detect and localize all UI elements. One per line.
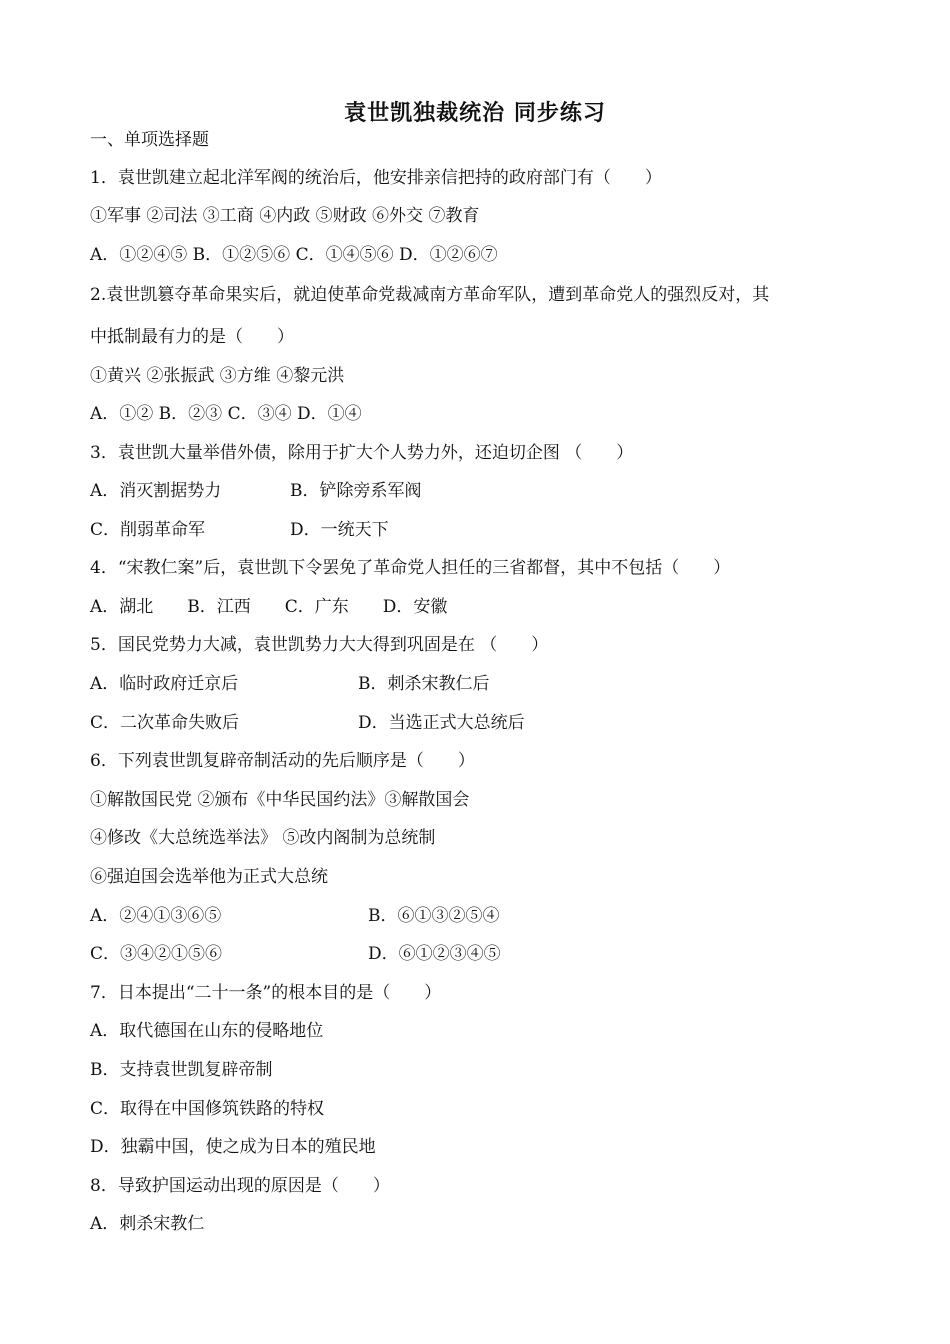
question-6-option-c: C．③④②①⑤⑥: [90, 944, 223, 964]
question-5-stem: 5．国民党势力大减，袁世凯势力大大得到巩固是在 （ ）: [90, 635, 549, 655]
question-3-option-c: C．削弱革命军: [90, 520, 206, 540]
section-heading: 一、单项选择题: [90, 130, 209, 150]
question-4-options: A．湖北 B．江西 C．广东 D．安徽: [90, 597, 448, 617]
question-3-option-d: D．一统天下: [290, 520, 389, 540]
question-6-option-d: D．⑥①②③④⑤: [368, 944, 501, 964]
question-6-option-b: B．⑥①③②⑤④: [368, 906, 500, 926]
question-5-option-b: B．刺杀宋教仁后: [358, 674, 490, 694]
question-2-items: ①黄兴 ②张振武 ③方维 ④黎元洪: [90, 366, 345, 386]
question-6-item-line3: ⑥强迫国会选举他为正式大总统: [90, 867, 328, 887]
question-7-option-d: D．独霸中国，使之成为日本的殖民地: [90, 1137, 376, 1157]
page-title: 袁世凯独裁统治 同步练习: [344, 101, 606, 126]
question-5-option-d: D．当选正式大总统后: [358, 713, 525, 733]
question-4-stem: 4．“宋教仁案”后，袁世凯下令罢免了革命党人担任的三省都督，其中不包括（ ）: [90, 558, 731, 578]
question-6-item-line1: ①解散国民党 ②颁布《中华民国约法》③解散国会: [90, 790, 470, 810]
question-1-options: A．①②④⑤ B．①②⑤⑥ C．①④⑤⑥ D．①②⑥⑦: [90, 245, 498, 265]
question-6-option-a: A．②④①③⑥⑤: [90, 906, 222, 926]
question-2-stem-line2: 中抵制最有力的是（ ）: [90, 327, 294, 347]
question-8-stem: 8．导致护国运动出现的原因是（ ）: [90, 1176, 390, 1196]
question-6-stem: 6．下列袁世凯复辟帝制活动的先后顺序是（ ）: [90, 751, 475, 771]
question-1-items: ①军事 ②司法 ③工商 ④内政 ⑤财政 ⑥外交 ⑦教育: [90, 206, 480, 226]
question-8-option-a: A．刺杀宋教仁: [90, 1214, 205, 1234]
question-5-option-c: C．二次革命失败后: [90, 713, 240, 733]
question-7-option-b: B．支持袁世凯复辟帝制: [90, 1060, 273, 1080]
question-2-stem-line1: 2.袁世凯篡夺革命果实后，就迫使革命党裁减南方革命军队，遭到革命党人的强烈反对，其: [90, 285, 770, 305]
question-7-option-c: C．取得在中国修筑铁路的特权: [90, 1099, 325, 1119]
question-2-options: A．①② B．②③ C．③④ D．①④: [90, 404, 362, 424]
question-3-stem: 3．袁世凯大量举借外债，除用于扩大个人势力外，还迫切企图 （ ）: [90, 443, 634, 463]
question-3-option-a: A．消灭割据势力: [90, 481, 222, 501]
question-5-option-a: A．临时政府迁京后: [90, 674, 239, 694]
question-7-stem: 7．日本提出“二十一条”的根本目的是（ ）: [90, 983, 442, 1003]
question-3-option-b: B．铲除旁系军阀: [290, 481, 422, 501]
question-6-item-line2: ④修改《大总统选举法》 ⑤改内阁制为总统制: [90, 828, 436, 848]
question-1-stem: 1．袁世凯建立起北洋军阀的统治后，他安排亲信把持的政府部门有（ ）: [90, 168, 662, 188]
question-7-option-a: A．取代德国在山东的侵略地位: [90, 1021, 324, 1041]
